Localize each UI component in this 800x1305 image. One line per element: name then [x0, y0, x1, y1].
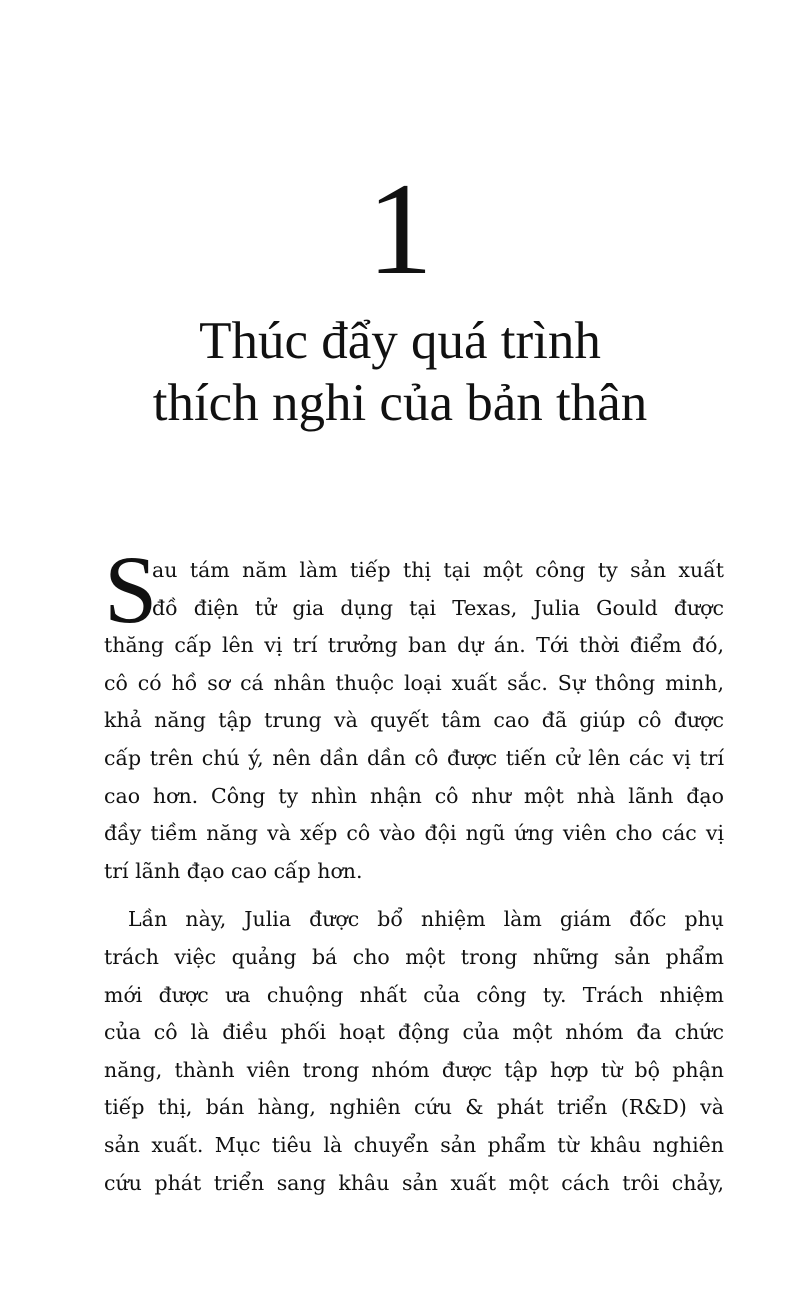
paragraph-line: au tám năm làm tiếp thị tại một công ty sản xuất — [152, 558, 724, 582]
paragraph-line: cứu phát triển sang khâu sản xuất một cách trôi chảy, — [104, 1170, 724, 1195]
paragraph-line: năng, thành viên trong nhóm được tập hợp từ bộ phận — [104, 1057, 724, 1082]
paragraph-1 — [104, 536, 724, 890]
paragraph-line: trí lãnh đạo cao cấp hơn. — [104, 858, 363, 883]
paragraph-line: cấp trên chú ý, nên dần dần cô được tiến cử lên các vị trí — [104, 745, 724, 770]
paragraph-line: của cô là điều phối hoạt động của một nhóm đa chức — [104, 1020, 724, 1045]
paragraph-line: khả năng tập trung và quyết tâm cao đã giúp cô được — [104, 708, 724, 733]
paragraph-line: cao hơn. Công ty nhìn nhận cô như một nhà lãnh đạo — [104, 783, 724, 808]
chapter-number: 1 — [367, 155, 433, 302]
paragraph-line: đồ điện tử gia dụng tại Texas, Julia Gould được — [152, 595, 724, 620]
paragraph-line: đầy tiềm năng và xếp cô vào đội ngũ ứng viên cho các vị — [104, 821, 724, 846]
chapter-title — [0, 310, 800, 434]
paragraph-line: trách việc quảng bá cho một trong những sản phẩm — [104, 944, 724, 969]
paragraph-line: thăng cấp lên vị trí trưởng ban dự án. Tới thời điểm đó, — [104, 633, 724, 658]
paragraph-line: mới được ưa chuộng nhất của công ty. Trách nhiệm — [104, 982, 724, 1007]
chapter-body — [104, 536, 724, 1202]
paragraph-line: tiếp thị, bán hàng, nghiên cứu & phát triển (R&D) và — [104, 1095, 724, 1120]
chapter-title-line-2: thích nghi của bản thân — [152, 374, 648, 432]
paragraph-2 — [104, 901, 724, 1202]
paragraph-line: sản xuất. Mục tiêu là chuyển sản phẩm từ khâu nghiên — [104, 1132, 724, 1157]
drop-cap: S — [104, 536, 158, 643]
paragraph-line: cô có hồ sơ cá nhân thuộc loại xuất sắc. Sự thông minh, — [104, 670, 724, 695]
chapter-title-line-1: Thúc đẩy quá trình — [199, 312, 601, 370]
paragraph-line: Lần này, Julia được bổ nhiệm làm giám đốc phụ — [128, 907, 724, 932]
